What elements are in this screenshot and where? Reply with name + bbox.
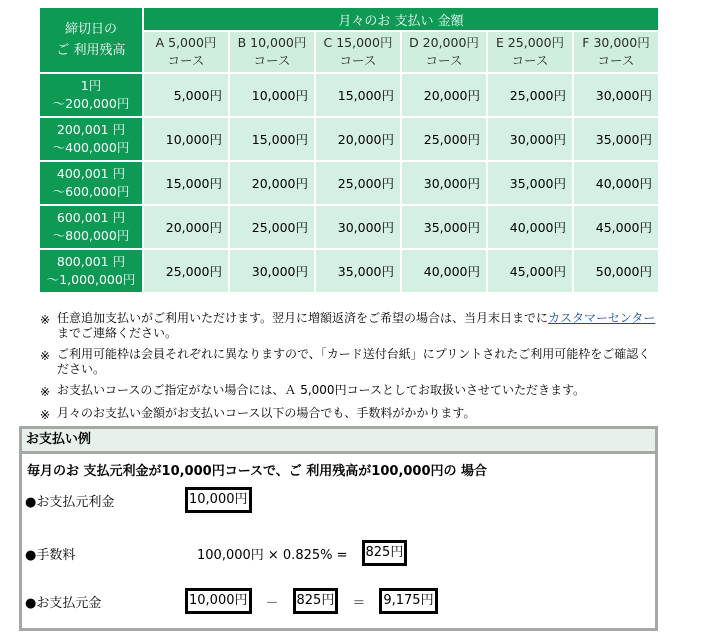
range-from: 800,001 円 — [56, 254, 126, 269]
course-d-label: コース — [425, 53, 463, 68]
balance-header-line1: 締切日の — [64, 22, 117, 37]
principal-line — [25, 487, 252, 513]
payment-cell: 15,000円 — [230, 118, 314, 160]
course-c — [316, 32, 400, 72]
payment-cell: 30,000円 — [230, 250, 314, 292]
payment-cell: 35,000円 — [574, 118, 658, 160]
payment-cell: 45,000円 — [574, 206, 658, 248]
note-default-course — [40, 383, 660, 400]
capital-line — [25, 588, 438, 614]
equals-sign: ＝ — [352, 595, 366, 611]
table-row — [40, 250, 658, 292]
note-text-part: 任意追加支払いがご利用いただけます。翌月に増額返済をご希望の場合は、当月末日までに — [57, 311, 549, 325]
payment-cell: 20,000円 — [144, 206, 228, 248]
course-b — [230, 32, 314, 72]
course-f-amount: F 30,000円 — [582, 35, 650, 50]
notes-list — [40, 311, 660, 429]
course-a-label: コース — [167, 53, 205, 68]
course-a — [144, 32, 228, 72]
note-text-part: までご連絡ください。 — [57, 326, 178, 340]
payment-cell: 35,000円 — [316, 250, 400, 292]
note-text: お支払いコースのご指定がない場合には、Ａ 5,000円コースとしてお取扱いさせていただきます。 — [57, 383, 586, 397]
note-additional-payment — [40, 311, 660, 341]
range-to: ～1,000,000円 — [46, 272, 136, 287]
table-row — [40, 206, 658, 248]
fee-value: 825円 — [362, 540, 408, 566]
balance-header — [40, 8, 142, 72]
payment-cell: 25,000円 — [316, 162, 400, 204]
payment-cell: 20,000円 — [230, 162, 314, 204]
payment-cell: 30,000円 — [574, 74, 658, 116]
note-mark: ※ — [40, 385, 51, 399]
capital-principal-value: 10,000円 — [185, 588, 252, 614]
fee-label: ●手数料 — [25, 547, 76, 563]
balance-range — [40, 74, 142, 116]
course-b-label: コース — [253, 53, 291, 68]
fee-line — [25, 540, 407, 566]
payment-cell: 50,000円 — [574, 250, 658, 292]
payment-cell: 25,000円 — [402, 118, 486, 160]
note-text: ご利用可能枠は会員それぞれに異なりますので、「カード送付台紙」にプリントされたご利用可能枠をご確認ください。 — [57, 347, 651, 376]
payment-cell: 20,000円 — [402, 74, 486, 116]
payment-cell: 30,000円 — [316, 206, 400, 248]
course-f-label: コース — [597, 53, 635, 68]
course-c-amount: C 15,000円 — [323, 35, 393, 50]
payment-example-condition: 毎月のお 支払元利金が10,000円コースで、ご 利用残高が100,000円の 場合 — [27, 464, 488, 479]
range-from: 1円 — [80, 78, 102, 93]
range-to: ～800,000円 — [52, 228, 130, 243]
payment-cell: 15,000円 — [144, 162, 228, 204]
course-e-amount: E 25,000円 — [495, 35, 565, 50]
range-from: 600,001 円 — [56, 210, 126, 225]
note-fee — [40, 406, 660, 423]
monthly-payment-header: 月々のお 支払い 金額 — [144, 8, 658, 30]
payment-example-title: お支払い例 — [22, 429, 655, 454]
note-text: 月々のお支払い金額がお支払いコース以下の場合でも、手数料がかかります。 — [57, 406, 476, 420]
course-b-amount: B 10,000円 — [237, 35, 307, 50]
table-row — [40, 74, 658, 116]
fee-calculation: 100,000円 × 0.825% = — [197, 547, 348, 563]
balance-range — [40, 206, 142, 248]
table-row — [40, 118, 658, 160]
note-mark: ※ — [40, 408, 51, 422]
payment-cell: 35,000円 — [488, 162, 572, 204]
payment-cell: 30,000円 — [402, 162, 486, 204]
range-to: ～400,000円 — [52, 140, 130, 155]
payment-example-box — [19, 426, 658, 631]
course-d-amount: D 20,000円 — [409, 35, 479, 50]
payment-cell: 25,000円 — [230, 206, 314, 248]
capital-label: ●お支払元金 — [25, 595, 102, 611]
note-text — [57, 311, 660, 341]
principal-value: 10,000円 — [185, 487, 252, 513]
course-e-label: コース — [511, 53, 549, 68]
balance-header-line2: ご 利用残高 — [56, 43, 126, 58]
capital-result-value: 9,175円 — [379, 588, 437, 614]
payment-cell: 35,000円 — [402, 206, 486, 248]
payment-cell: 30,000円 — [488, 118, 572, 160]
balance-range — [40, 118, 142, 160]
note-mark: ※ — [40, 349, 51, 363]
payment-cell: 5,000円 — [144, 74, 228, 116]
payment-cell: 10,000円 — [144, 118, 228, 160]
course-c-label: コース — [339, 53, 377, 68]
course-f — [574, 32, 658, 72]
payment-cell: 40,000円 — [488, 206, 572, 248]
course-e — [488, 32, 572, 72]
balance-range — [40, 162, 142, 204]
range-to: ～600,000円 — [52, 184, 130, 199]
course-a-amount: A 5,000円 — [155, 35, 217, 50]
capital-fee-value: 825円 — [293, 588, 339, 614]
table-row — [40, 162, 658, 204]
range-to: ～200,000円 — [52, 96, 130, 111]
payment-cell: 10,000円 — [230, 74, 314, 116]
range-from: 200,001 円 — [56, 122, 126, 137]
payment-cell: 25,000円 — [144, 250, 228, 292]
payment-cell: 20,000円 — [316, 118, 400, 160]
payment-cell: 40,000円 — [574, 162, 658, 204]
customer-center-link[interactable]: カスタマーセンター — [548, 311, 656, 325]
payment-cell: 15,000円 — [316, 74, 400, 116]
note-mark: ※ — [40, 313, 51, 327]
note-credit-limit — [40, 347, 660, 377]
payment-cell: 40,000円 — [402, 250, 486, 292]
payment-table — [38, 6, 660, 294]
principal-label: ●お支払元利金 — [25, 494, 115, 510]
balance-range — [40, 250, 142, 292]
payment-cell: 45,000円 — [488, 250, 572, 292]
range-from: 400,001 円 — [56, 166, 126, 181]
course-d — [402, 32, 486, 72]
minus-sign: － — [265, 595, 279, 611]
payment-cell: 25,000円 — [488, 74, 572, 116]
